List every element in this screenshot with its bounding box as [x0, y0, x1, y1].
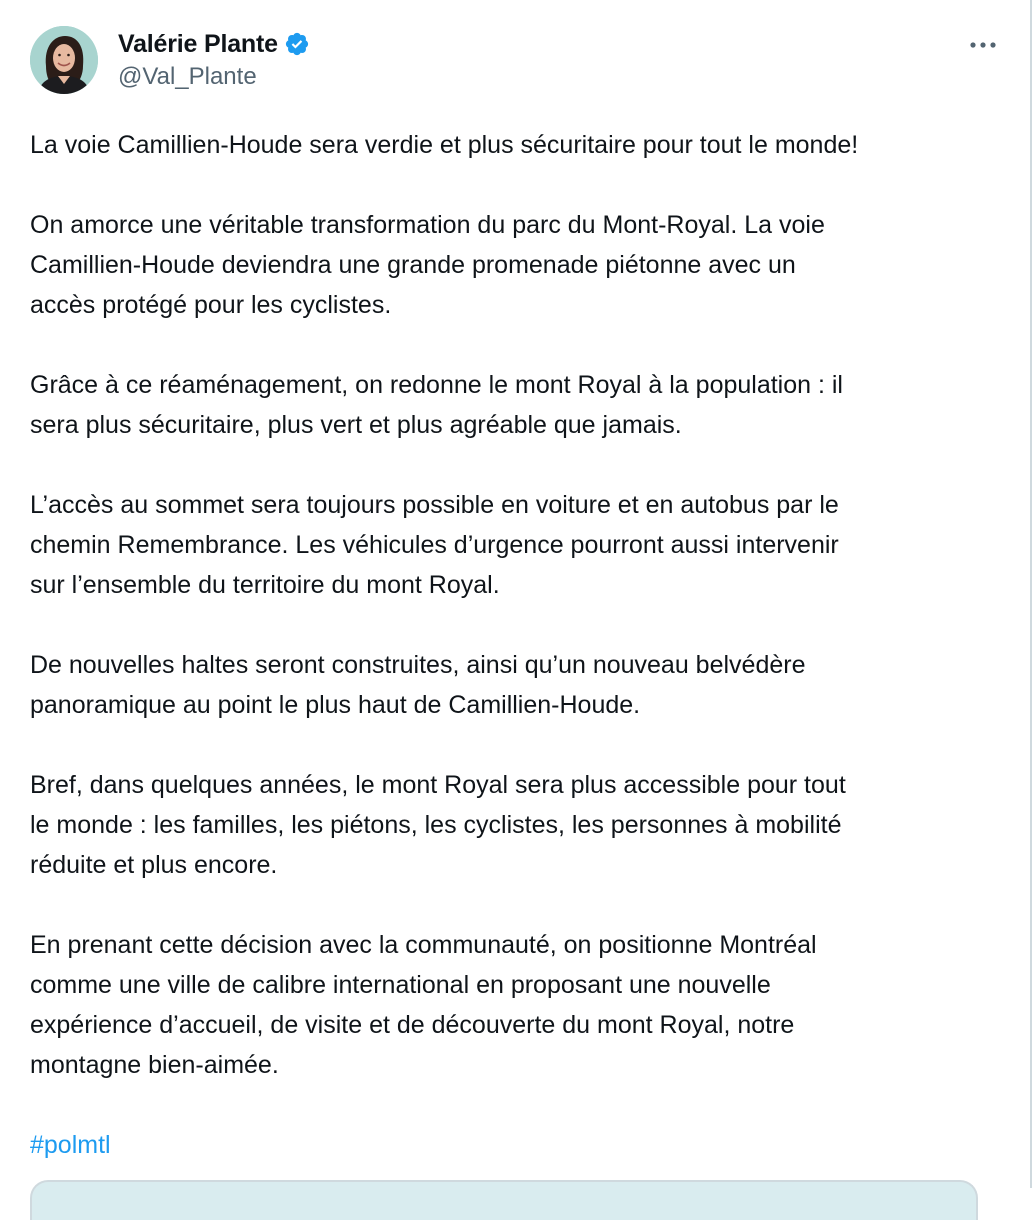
text-line: le monde : les familles, les piétons, les cyclistes, les personnes à mobilité — [30, 811, 842, 839]
tweet-paragraph — [30, 205, 1002, 325]
text-line: sera plus sécuritaire, plus vert et plus agréable que jamais. — [30, 411, 682, 439]
avatar-image — [30, 26, 98, 94]
tweet-paragraph — [30, 1125, 1002, 1165]
text-line: panoramique au point le plus haut de Camillien-Houde. — [30, 691, 641, 719]
author-display-name[interactable]: Valérie Plante — [118, 29, 278, 58]
author-handle[interactable]: @Val_Plante — [118, 63, 257, 90]
text-line: chemin Remembrance. Les véhicules d’urgence pourront aussi intervenir — [30, 531, 839, 559]
author-identity — [118, 28, 310, 91]
text-line: Grâce à ce réaménagement, on redonne le mont Royal à la population : il — [30, 371, 843, 399]
more-options-icon[interactable] — [966, 30, 1000, 60]
tweet-paragraph — [30, 765, 1002, 885]
text-line: expérience d’accueil, de visite et de découverte du mont Royal, notre — [30, 1011, 795, 1039]
hashtag-link[interactable]: #polmtl — [30, 1131, 111, 1159]
text-line: En prenant cette décision avec la communauté, on positionne Montréal — [30, 931, 817, 959]
text-line: On amorce une véritable transformation du parc du Mont-Royal. La voie — [30, 211, 825, 239]
text-line: comme une ville de calibre international en proposant une nouvelle — [30, 971, 771, 999]
media-preview[interactable] — [30, 1180, 978, 1220]
tweet-paragraph — [30, 125, 1002, 165]
text-line: Camillien-Houde deviendra une grande promenade piétonne avec un — [30, 251, 796, 279]
tweet-paragraph — [30, 925, 1002, 1085]
verified-badge-icon[interactable] — [284, 31, 310, 57]
text-line: L’accès au sommet sera toujours possible en voiture et en autobus par le — [30, 491, 839, 519]
text-line: Bref, dans quelques années, le mont Royal sera plus accessible pour tout — [30, 771, 846, 799]
tweet-paragraph — [30, 645, 1002, 725]
author-avatar[interactable] — [30, 26, 98, 94]
tweet-text — [30, 125, 1002, 1205]
name-row — [118, 28, 310, 60]
text-line: montagne bien-aimée. — [30, 1051, 279, 1079]
text-line: accès protégé pour les cyclistes. — [30, 291, 392, 319]
text-line: réduite et plus encore. — [30, 851, 278, 879]
tweet-header — [30, 26, 1000, 96]
text-line: sur l’ensemble du territoire du mont Royal. — [30, 571, 500, 599]
text-line: La voie Camillien-Houde sera verdie et plus sécuritaire pour tout le monde! — [30, 131, 859, 159]
text-line: De nouvelles haltes seront construites, ainsi qu’un nouveau belvédère — [30, 651, 806, 679]
tweet-paragraph — [30, 365, 1002, 445]
tweet-paragraph — [30, 485, 1002, 605]
